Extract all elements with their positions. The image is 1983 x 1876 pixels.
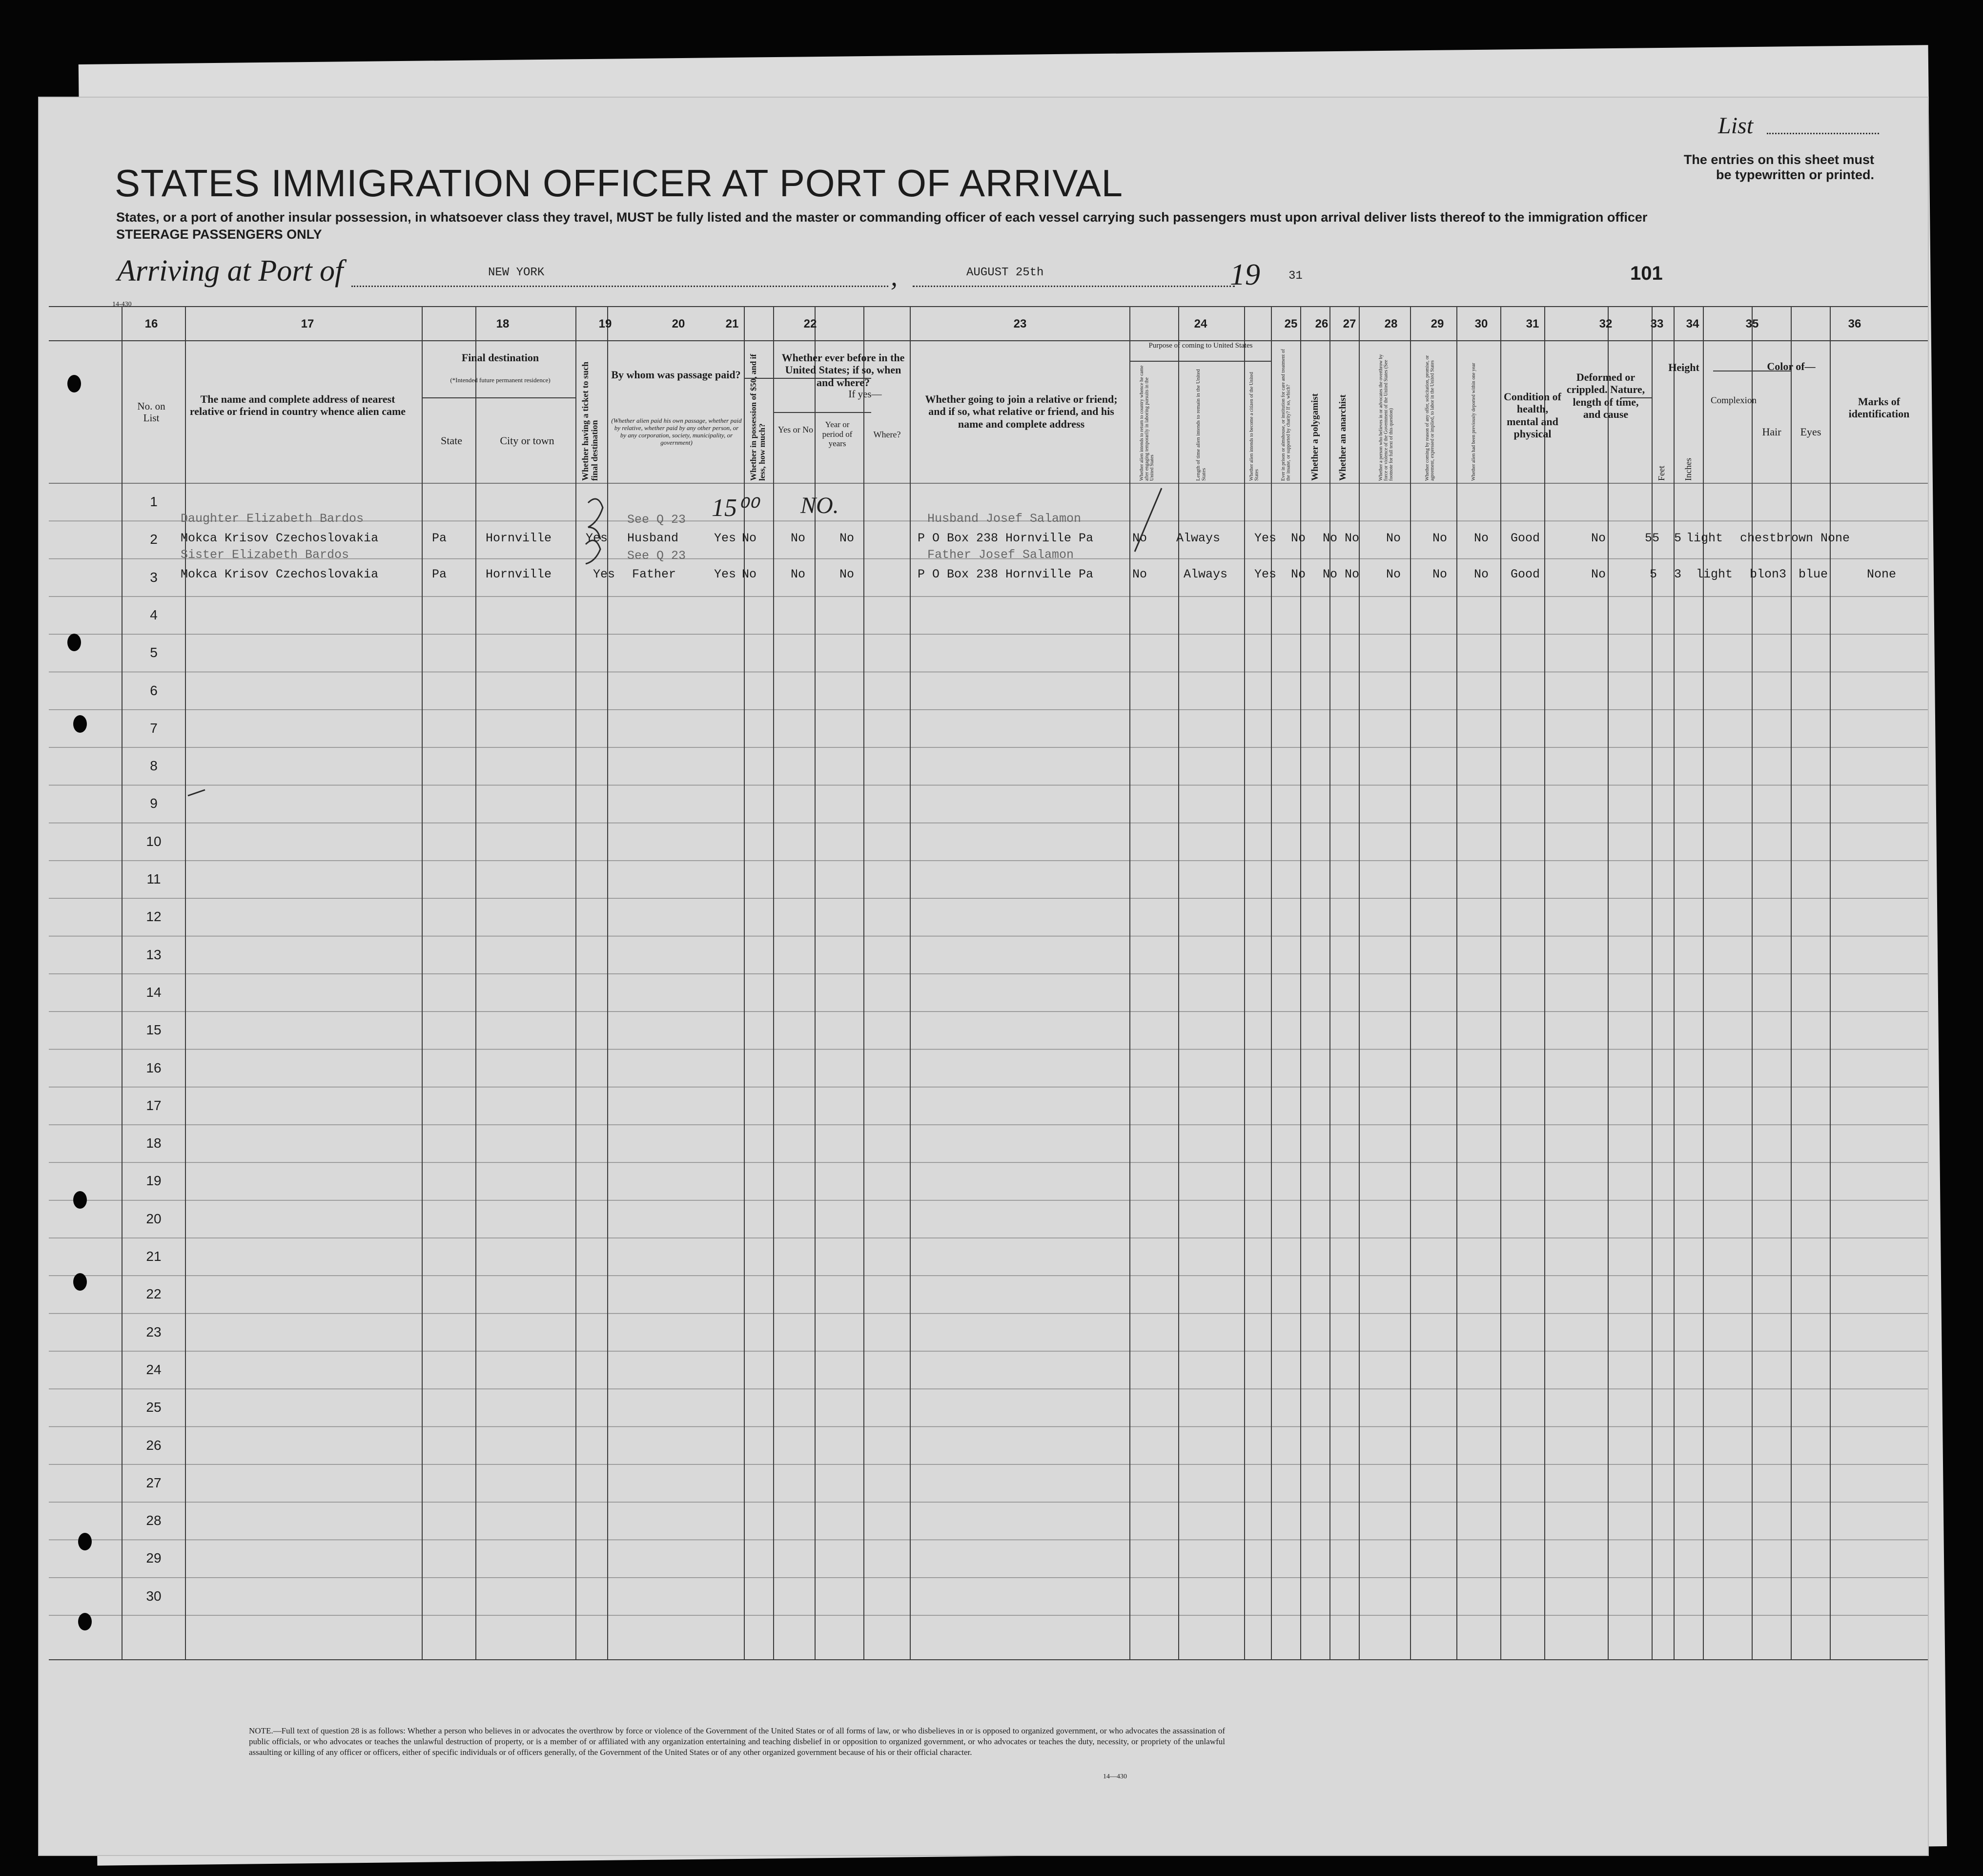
row-number: 28 [146, 1513, 162, 1528]
sheet-number: 101 [1630, 263, 1663, 284]
entry1-q29: No [1432, 531, 1448, 545]
col24-b: Length of time alien intends to remain in the United States [1195, 369, 1207, 481]
row-number: 16 [146, 1060, 162, 1075]
col33-feet: Feet [1656, 466, 1666, 481]
col35-num: 35 [1745, 317, 1759, 330]
entry1-hair: chestbrown [1740, 531, 1814, 545]
entry1-before-years: No [791, 531, 806, 545]
col25-num: 25 [1284, 317, 1298, 330]
col35-hair: Hair [1762, 426, 1781, 438]
entry1-eyes: None [1820, 531, 1850, 545]
col19-num: 19 [598, 317, 612, 330]
entry1-deformed: No [1591, 531, 1606, 545]
pencil-marks [39, 98, 1928, 1855]
punch-hole [67, 634, 81, 651]
row-number: 12 [146, 909, 162, 925]
row-number: 5 [150, 645, 158, 660]
col26-label: Whether a polygamist [1310, 393, 1320, 481]
comma-mark: , [891, 262, 898, 292]
col19-label: Whether having a ticket to such final destination [580, 361, 599, 481]
col28-label: Whether a person who believes in or advocates the overthrow by force or violence of the Government of the United States (See footnote for full text of this question) [1378, 354, 1394, 481]
entry1-money: Yes [714, 531, 736, 545]
entry2-inches: 3 [1674, 567, 1682, 581]
entry1-q30: No [1474, 531, 1489, 545]
col33-num: 33 [1650, 317, 1664, 330]
col27-label: Whether an anarchist [1338, 394, 1348, 481]
col20-label: By whom was passage paid? [611, 369, 741, 381]
entry1-paid-by: Husband [627, 531, 679, 545]
col23-num: 23 [1013, 317, 1027, 330]
entry1-polygamist: No [1323, 531, 1338, 545]
row-number: 15 [146, 1022, 162, 1038]
row-number: 23 [146, 1324, 162, 1340]
date-value: AUGUST 25th [966, 266, 1044, 279]
row-number: 9 [150, 796, 158, 811]
footnote: NOTE.—Full text of question 28 is as follows: Whether a person who believes in or advocates the overthrow by force or violence of the Government of the United States or of all forms of law, or who disbelieves in or is opposed to organized government, or who advocates the assassination of public officials, or who advocates or teaches the unlawful destruction of property, or is a member of or affiliated with any organization entertaining and teaching disbelief in or opposition to organized government, or who advocates or teaches the duty, necessity, or propriety of the unlawful assaulting or killing of any officer or officers, either of specific individuals or of officers generally, of the Government of the United States or of any other organized government because of his or their official character. [249, 1726, 1225, 1757]
entry1-join-address: P O Box 238 Hornville Pa [918, 531, 1094, 545]
row-number: 13 [146, 947, 162, 962]
col23-label: Whether going to join a relative or friend; and if so, what relative or friend, and his name and complete address [925, 393, 1118, 430]
entry1-prison: No [1291, 531, 1306, 545]
col31-num: 31 [1526, 317, 1539, 330]
row-number: 14 [146, 984, 162, 1000]
row-number: 2 [150, 532, 158, 547]
list-label: List [1718, 113, 1754, 139]
entry2-paid-by: Father [632, 567, 676, 581]
entry1-anarchist: No [1345, 531, 1360, 545]
col24-num: 24 [1194, 317, 1207, 330]
entry2-q29: No [1432, 567, 1448, 581]
entry1-before-yes-no: No [742, 531, 757, 545]
col20-sub: (Whether alien paid his own passage, whether paid by relative, whether paid by any other person, or by any corporation, society, municipality, or government) [611, 417, 742, 446]
entry2-length-stay: Always [1184, 567, 1228, 581]
row-number: 8 [150, 758, 158, 774]
punch-hole [73, 715, 87, 733]
entry1-inches: 5 [1674, 531, 1682, 545]
col33-label: Height [1668, 361, 1699, 373]
col36-label: Marks of identification [1848, 395, 1910, 420]
entry2-before-where: No [839, 567, 855, 581]
entry1-health: Good [1511, 531, 1540, 545]
col18-num: 18 [496, 317, 510, 330]
entry2-hair: blon3 [1750, 567, 1787, 581]
year-prefix: 19 [1230, 258, 1260, 291]
entry2-polygamist: No [1323, 567, 1338, 581]
form-title: STATES IMMIGRATION OFFICER AT PORT OF ARRIVAL [115, 162, 1124, 205]
entry2-health: Good [1511, 567, 1540, 581]
entry2-state: Pa [432, 567, 447, 581]
col28-num: 28 [1384, 317, 1398, 330]
entry2-prison: No [1291, 567, 1306, 581]
entry2-complexion: light [1696, 567, 1733, 581]
row-number: 6 [150, 682, 158, 698]
entry1-ticket: Yes [586, 531, 608, 545]
col34-label: Complexion [1711, 395, 1757, 406]
row-number: 4 [150, 607, 158, 622]
row-number: 22 [146, 1286, 162, 1302]
entry1-city: Hornville [486, 531, 552, 545]
col32-label: Deformed or crippled. Nature, length of time, and cause [1566, 371, 1645, 420]
col24-a: Whether alien intends to return to country whence he came after engaging temporarily in laboring pursuits in the United States [1139, 365, 1155, 481]
col30-num: 30 [1474, 317, 1488, 330]
entry2-q30: No [1474, 567, 1489, 581]
form-code: 14-430 [112, 301, 132, 308]
arriving-label: Arriving at Port of [117, 254, 344, 288]
col22-label: Whether ever before in the United States; if so, when and where? [781, 351, 905, 389]
steerage-note: STEERAGE PASSENGERS ONLY [116, 227, 322, 242]
col22-yesno: Yes or No [777, 425, 814, 434]
col35-eyes: Eyes [1800, 426, 1821, 438]
entry2-annotation: Sister Elizabeth Bardos [181, 548, 349, 562]
col17-label: The name and complete address of nearest relative or friend in country whence alien came [189, 393, 406, 418]
entry2-relative-address: Mokca Krisov Czechoslovakia [181, 567, 379, 581]
col36-num: 36 [1848, 317, 1861, 330]
col24-c: Whether alien intends to become a citizen of the United States [1249, 372, 1260, 481]
footer-code: 14—430 [1103, 1773, 1127, 1780]
manifest-sheet [39, 98, 1928, 1855]
entry2-feet: 5 [1650, 567, 1657, 581]
entry2-money: Yes [714, 567, 736, 581]
row-number: 17 [146, 1097, 162, 1113]
entry1-before-where: No [839, 531, 855, 545]
entry2-return-intent: No [1132, 567, 1147, 581]
col31-label: Condition of health, mental and physical [1504, 391, 1561, 440]
entry1-annotation: Daughter Elizabeth Bardos [181, 512, 364, 526]
entry1-feet: 55 [1645, 531, 1660, 545]
punch-hole [78, 1533, 92, 1550]
entry2-join-name: Father Josef Salamon [927, 548, 1074, 562]
punch-hole [73, 1273, 87, 1291]
col21-num: 21 [725, 317, 739, 330]
row-number: 19 [146, 1173, 162, 1189]
row-number: 3 [150, 569, 158, 585]
col17-num: 17 [301, 317, 314, 330]
entry2-join-address: P O Box 238 Hornville Pa [918, 567, 1094, 581]
row-number: 24 [146, 1361, 162, 1377]
entry1-join-name: Husband Josef Salamon [927, 512, 1082, 526]
col22-ifyes: If yes— [848, 388, 882, 400]
col21-label: Whether in possession of $50, and if less, how much? [749, 354, 767, 481]
entry2-q28: No [1386, 567, 1401, 581]
row-number: 20 [146, 1211, 162, 1226]
col20-num: 20 [672, 317, 685, 330]
col27-num: 27 [1343, 317, 1356, 330]
row-number: 27 [146, 1475, 162, 1490]
entry2-city: Hornville [486, 567, 552, 581]
entry2-before-yes-no: No [742, 567, 757, 581]
col16-label: No. on List [137, 400, 165, 424]
col34-num: 34 [1686, 317, 1699, 330]
entries-note-line-1: The entries on this sheet must [1683, 152, 1874, 167]
entry1-relative-address: Mokca Krisov Czechoslovakia [181, 531, 379, 545]
col18-city: City or town [500, 434, 554, 447]
col16-num: 16 [144, 317, 158, 330]
entry1-complexion: light [1686, 531, 1723, 545]
col18-label: Final destination [461, 351, 539, 364]
entry2-ref-note: See Q 23 [627, 549, 686, 563]
year-suffix: 31 [1288, 269, 1303, 283]
col26-num: 26 [1315, 317, 1329, 330]
col22-year: Year or period of years [822, 420, 853, 449]
row-number: 1 [150, 494, 158, 509]
form-subtitle: States, or a port of another insular possession, in whatsoever class they travel, MUST be fully listed and the master or commanding officer of each vessel carrying such passengers must upon arrival deliver lists thereof to the immigration officer [116, 210, 1648, 225]
row-number: 29 [146, 1550, 162, 1566]
col30-label: Whether alien had been previously deported within one year [1471, 363, 1476, 481]
entry1-state: Pa [432, 531, 447, 545]
row-number: 18 [146, 1135, 162, 1151]
row-number: 10 [146, 833, 162, 849]
entry1-length-stay: Always [1176, 531, 1221, 545]
row-number: 21 [146, 1249, 162, 1264]
entries-note-line-2: be typewritten or printed. [1716, 167, 1874, 182]
entry1-money-mark: 15⁰⁰ [712, 494, 757, 522]
port-value: NEW YORK [488, 266, 545, 279]
row-number: 11 [146, 871, 161, 886]
punch-hole [67, 375, 81, 392]
row-number: 7 [150, 720, 158, 736]
entry1-ref-note: See Q 23 [627, 513, 686, 527]
row-number: 30 [146, 1588, 162, 1604]
entry1-q28: No [1386, 531, 1401, 545]
row-number: 26 [146, 1437, 162, 1453]
entry2-before-years: No [791, 567, 806, 581]
punch-hole [73, 1191, 87, 1209]
col29-num: 29 [1431, 317, 1444, 330]
entry2-ticket: Yes [593, 567, 615, 581]
col22-num: 22 [803, 317, 817, 330]
entry2-eyes: blue [1799, 567, 1828, 581]
col33-inches: Inches [1683, 458, 1693, 481]
entry2-citizen: Yes [1254, 567, 1277, 581]
col29-label: Whether coming by reason of any offer, solicitation, promise, or agreement, expressed or implied, to labor in the United States [1425, 355, 1435, 481]
col32-num: 32 [1599, 317, 1613, 330]
entry2-anarchist: No [1345, 567, 1360, 581]
entry2-deformed: No [1591, 567, 1606, 581]
col35-label: Color of— [1767, 360, 1816, 372]
row-number: 25 [146, 1400, 162, 1415]
entry1-return-intent: No [1132, 531, 1147, 545]
col18-sub: (*Intended future permanent residence) [450, 376, 551, 384]
entry2-marks: None [1867, 567, 1897, 581]
entry1-citizen: Yes [1254, 531, 1277, 545]
entry1-before-mark: NO. [800, 493, 839, 518]
col22-where: Where? [873, 430, 901, 439]
col24-label: Purpose of coming to United States [1148, 342, 1253, 350]
col18-state: State [441, 434, 462, 447]
punch-hole [78, 1613, 92, 1630]
col25-label: Ever in prison or almshouse, or institution for care and treatment of the insane, or supported by charity? If so, which? [1281, 349, 1291, 481]
